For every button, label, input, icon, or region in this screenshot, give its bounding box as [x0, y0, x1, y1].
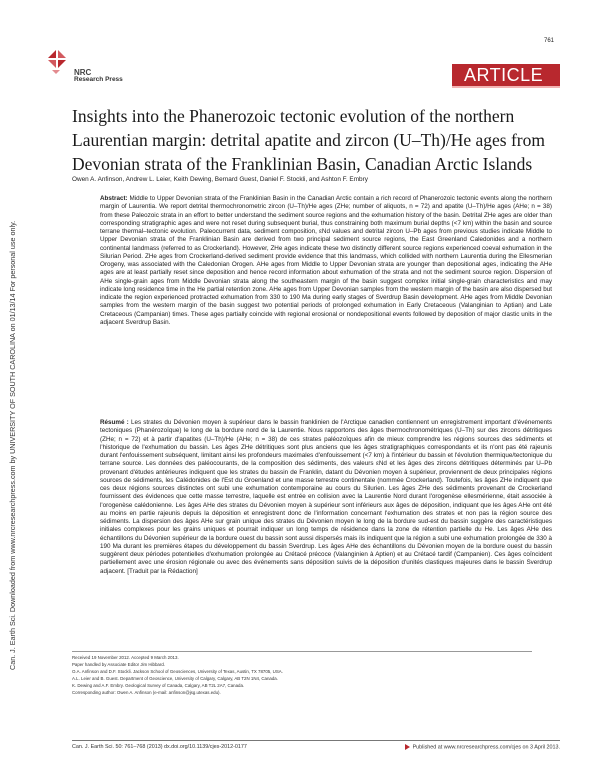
article-type-label: ARTICLE: [464, 65, 544, 85]
abstract-label: Abstract:: [100, 195, 128, 202]
publisher-logo: [46, 48, 126, 88]
article-title: Insights into the Phanerozoic tectonic evolution of the northern Laurentian margin: detrital apatite and zircon (U–Th)/He ages from Devonian strata of the Franklinian Basin, Canadian Arctic Islands: [72, 106, 545, 174]
affiliation-2: A.L. Leier and B. Guest. Department of Geoscience, University of Calgary, Calgary, AB T2N 1N4, Canada.: [72, 676, 278, 681]
affiliation-1: O.A. Anfinson and D.F. Stockli. Jackson School of Geosciences, University of Texas, Austin, TX 78705, USA.: [72, 669, 283, 674]
footer-divider: [72, 740, 560, 741]
citation-line[interactable]: Can. J. Earth Sci. 50: 761–768 (2013) dx.doi.org/10.1139/cjes-2012-0177: [72, 744, 247, 750]
front-notes-divider: [72, 651, 532, 652]
affiliation-3: K. Dewing and A.F. Embry. Geological Survey of Canada, Calgary, AB T2L 2A7, Canada.: [72, 683, 245, 688]
resume-label: Résumé :: [100, 419, 129, 426]
author-list: Owen A. Anfinson, Andrew L. Leier, Keith Dewing, Bernard Guest, Daniel F. Stockli, and Ashton F. Embry: [72, 176, 368, 183]
arrow-right-icon: [405, 744, 410, 750]
resume-text: Les strates du Dévonien moyen à supérieur dans le bassin franklinien de l'Arctique canadien contiennent un enregistrement important d'événements tectoniques (Phanérozoïque) le long de la bordure nord de la Laurentie. Nous rapportons des âges thermochronométriques (U–Th) sur des zircons détritiques (ZHe; n = 72) et à partir d'apatites (U–Th)/He (AHe; n = 38) de ces strates paléozoïques afin de mieux comprendre les régions sources des sédiments et l'historique de l'exhumation du bassin. Les âges ZHe détritiques sont plus anciens que les âges stratigraphiques correspondants et ils n'ont pas été rajeunis durant l'enfouissement subséquent, limitant ainsi les profondeurs maximales d'enfouissement (<7 km) à l'intérieur du bassin et l'évolution thermique/tectonique du terrane source. Les données des paléocourants, de la composition des sédiments, des valeurs εNd et les âges des zircons détritiques déterminés par U–Pb provenant d'études antérieures indiquent que les strates du bassin de Franklin, datant du Dévonien moyen à supérieur, proviennent de deux principales régions sources de sédiments, les Calédonides de l'Est du Groenland et une masse terrestre continentale (nommée Crockerland). Toutefois, les âges ZHe indiquent que ces deux régions sources distinctes ont subi une exhumation contemporaine au cours du Silurien. Les âges ZHe des sédiments provenant de Crockerland fournissent des évidences que cette masse terrestre, laquelle est entrée en collision avec la Laurentie Nord durant l'orogenèse ellesmérienne, était associée à l'orogenèse calédonienne. Les âges AHe des strates du Dévonien moyen à supérieur sont inférieurs aux âges de déposition, indiquant que les âges AHe ont été au moins en partie rajeunis depuis la déposition et enregistrent donc de l'information concernant l'exhumation des strates et non pas la région source des sédiments. La dispersion des âges AHe sur grain unique des strates du Dévonien moyen le long de la bordure sud-est du bassin suggère des caractéristiques initiales complexes pour les grains uniques et pourrait indiquer un long temps de résidence dans la zone de rétention partielle du He. Les âges AHe des échantillons du Dévonien supérieur de la bordure ouest du bassin sont aussi dispersés mais ils indiquent que la région a subi une exhumation prolongée de 330 à 190 Ma durant les premières étapes du développement du bassin Sverdrup. Les âges AHe des échantillons du Dévonien moyen de la bordure ouest du bassin suggèrent deux périodes potentielles d'exhumation prolongée au Crétacé précoce (Valanginien à Aptien) et au Crétacé tardif (Campanien). Ces âges coïncident partiellement avec une érosion régionale ou avec des événements sans déposition suivis de la déposition d'unités clastiques majeures dans le bassin Sverdrup adjacent. [Traduit par la Rédaction]: [100, 419, 552, 575]
publisher-line-1: NRC: [74, 68, 92, 77]
page-number: 761: [543, 38, 554, 44]
resume-paragraph: [100, 419, 552, 576]
page-footer: [72, 740, 560, 751]
publisher-logo-icon: [46, 48, 72, 74]
publisher-name: [74, 70, 123, 83]
published-line[interactable]: [405, 744, 560, 750]
corresponding-author: Corresponding author: Owen A. Anfinson (e-mail: anfinson@jsg.utexas.edu).: [72, 690, 221, 695]
article-type-banner: [452, 64, 560, 88]
abstract-paragraph: [100, 195, 552, 327]
published-text: Published at www.nrcresearchpress.com/cjes on 3 April 2013.: [412, 744, 560, 751]
publisher-line-2: Research Press: [74, 75, 123, 83]
abstract-text: Middle to Upper Devonian strata of the Franklinian Basin in the Canadian Arctic contain a rich record of Phanerozoic tectonic events along the northern margin of Laurentia. We report detrital thermochronometric zircon (U–Th)/He ages (ZHe; number of aliquots, n = 72) and apatite (U–Th)/He ages (AHe; n = 38) from these Paleozoic strata in an effort to better understand the sediment source regions and the exhumation history of the basin. Detrital ZHe ages are older than corresponding stratigraphic ages and were not reset during subsequent burial, thus constraining both maximum burial depths (<7 km) within the basin and source terrane thermal–tectonic evolution. Paleocurrent data, sediment composition, εNd values and detrital zircon U–Pb ages from previous studies indicate Middle to Upper Devonian strata of the Franklinian Basin are derived from two principal sediment source regions, the East Greenland Caledonides and a northern continental landmass (referred to as Crockerland). However, ZHe ages indicate these two distinctly different source regions experienced coeval exhumation in the Silurian Period. ZHe ages from Crockerland-derived sediment provide evidence that this landmass, which collided with northern Laurentia during the Ellesmerian Orogeny, was associated with the Caledonian Orogen. AHe ages from Middle to Upper Devonian strata are younger than depositional ages, indicating the AHe ages are at least partially reset since deposition and hence record information about exhumation of the strata and not the sediment source region. Dispersion of AHe single-grain ages from Middle Devonian strata along the southeastern margin of the basin suggest complex initial single-grain characteristics and may indicate long residence time in the He partial retention zone. AHe ages from Upper Devonian samples from the western margin of the basin are also dispersed but indicate the region experienced protracted exhumation from 330 to 190 Ma during early stages of Sverdrup Basin development. AHe ages from Middle Devonian samples from the western margin of the basin suggest two potential periods of prolonged exhumation in Early Cretaceous (Valanginian to Aptian) and Late Cretaceous (Campanian) times. These ages partially coincide with regional erosional or nondepositional events followed by deposition of major clastic units in the adjacent Sverdrup Basin.: [100, 195, 552, 326]
received-dates: Received 19 November 2012. Accepted 9 March 2013.: [72, 655, 179, 660]
article-front-notes: [72, 651, 532, 696]
handling-editor: Paper handled by Associate Editor Jim Hibbard.: [72, 662, 165, 667]
download-side-note-text: Can. J. Earth Sci. Downloaded from www.nrcresearchpress.com by UNIVERSITY OF SOUTH CAROLINA on 01/13/14 For personal use only.: [8, 220, 17, 670]
download-side-note: [8, 95, 46, 675]
